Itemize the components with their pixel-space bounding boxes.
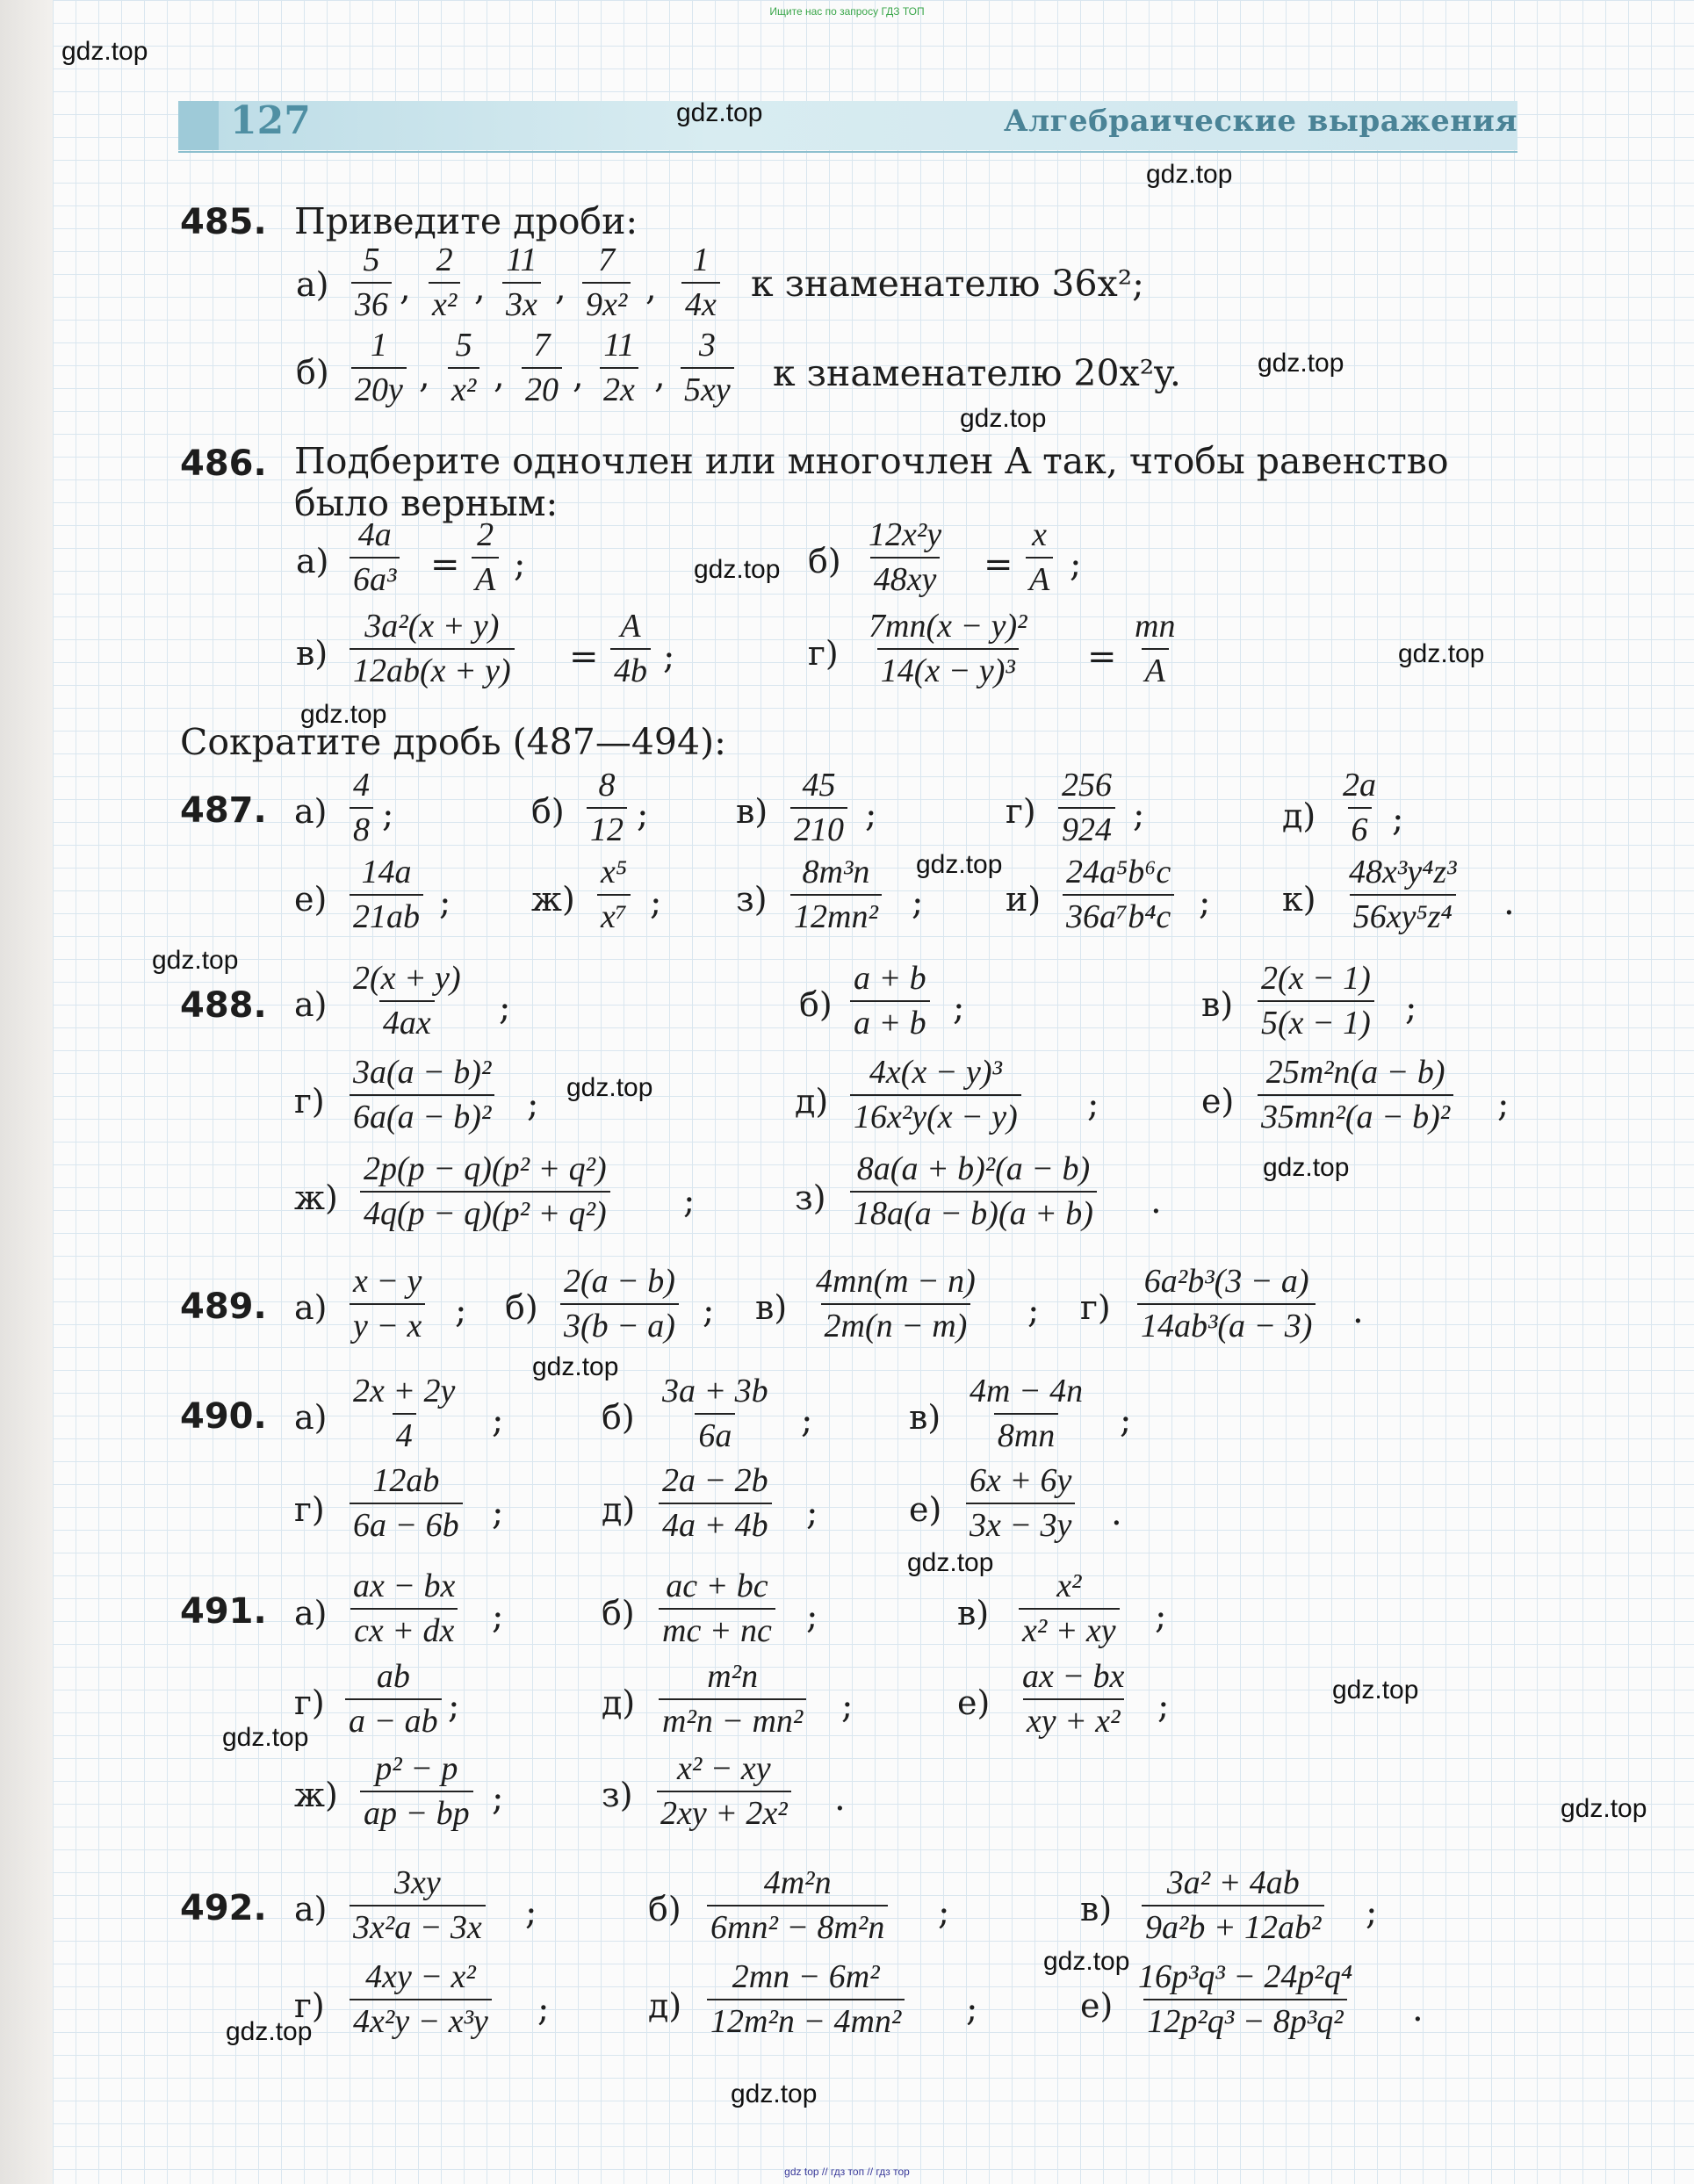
fraction: $\frac{\text{p² − p}}{ap - bp}$ — [360, 1750, 473, 1832]
watermark: gdz.top — [152, 946, 239, 975]
fraction: $\frac{256}{924}$ — [1058, 767, 1115, 848]
page-edge-shadow — [0, 0, 53, 2184]
item-label: г) — [1006, 792, 1036, 831]
item-label: е) — [1080, 1986, 1114, 2025]
header-square — [178, 101, 219, 150]
fraction: $\frac{5}{36}$ — [351, 241, 392, 323]
fraction: $\frac{\text{2p(p − q)(p² + q²)}}{\text{4q(p − q)(p² + q²)}}$ — [360, 1150, 610, 1232]
item-label: ж) — [294, 1178, 338, 1217]
watermark: gdz.top — [226, 2017, 313, 2046]
item-label: в) — [755, 1288, 788, 1327]
fraction: $\frac{4mn(m - n)}{2m(n - m)}$ — [816, 1263, 976, 1344]
item-label: а) — [294, 792, 328, 831]
fraction: $\frac{12ab}{6a - 6b}$ — [350, 1462, 463, 1544]
fraction: $\frac{3xy}{\text{3x²a − 3x}}$ — [350, 1864, 486, 1946]
watermark: gdz.top — [1258, 349, 1344, 378]
item-label: б) — [505, 1288, 538, 1327]
top-note: Ищите нас по запросу ГДЗ ТОП — [769, 5, 925, 18]
fraction: $\frac{x - y}{y - x}$ — [350, 1263, 425, 1344]
item-label: и) — [1006, 880, 1042, 919]
watermark: gdz.top — [532, 1352, 619, 1381]
item-label: б) — [531, 792, 565, 831]
fraction: $\frac{\text{24a⁵b⁶c}}{\text{36a⁷b⁴c}}$ — [1063, 854, 1174, 935]
item-label: в) — [957, 1594, 990, 1633]
watermark: gdz.top — [694, 555, 781, 584]
exercise-485-text: Приведите дроби: — [294, 200, 638, 242]
exercise-486-line1: Подберите одночлен или многочлен A так, чтобы равенство — [294, 440, 1449, 482]
item-label: е) — [294, 880, 328, 919]
chapter-title: Алгебраические выражения — [1004, 104, 1517, 139]
fraction: $\frac{2(a - b)}{3(b - a)}$ — [560, 1263, 679, 1344]
fraction: $\frac{4a}{\text{6a³}}$ — [350, 516, 400, 598]
item-label: е) — [957, 1683, 991, 1722]
watermark: gdz.top — [1263, 1153, 1350, 1182]
item-label: ж) — [294, 1776, 338, 1814]
item-label: в) — [1201, 985, 1234, 1024]
exercise-number-486: 486. — [180, 443, 267, 484]
item-label: в) — [1080, 1890, 1113, 1928]
fraction: $\frac{6x + 6y}{3x - 3y}$ — [966, 1462, 1075, 1544]
fraction: $\frac{2(x - 1)}{5(x - 1)}$ — [1258, 960, 1374, 1042]
exercise-number-490: 490. — [180, 1396, 267, 1437]
fraction: $\frac{2x + 2y}{4}$ — [353, 1373, 456, 1454]
fraction: $\frac{mn}{A}$ — [1135, 608, 1176, 689]
fraction: $\frac{11}{2x}$ — [600, 327, 638, 408]
item-label: а) — [294, 1890, 328, 1928]
fraction: $\frac{5}{\text{x²}}$ — [448, 327, 479, 408]
fraction: $\frac{\text{12x²y}}{48xy}$ — [869, 516, 942, 598]
fraction: $\frac{4m - 4n}{8mn}$ — [970, 1373, 1084, 1454]
fraction: $\frac{A}{4b}$ — [610, 608, 651, 689]
exercise-486-line2: было верным: — [294, 482, 559, 524]
fraction: $\frac{ab}{a - ab}$ — [345, 1658, 442, 1740]
fraction: $\frac{\text{48x³y⁴z³}}{\text{56xy⁵z⁴}}$ — [1349, 854, 1457, 935]
fraction: $\frac{7}{\text{9x²}}$ — [582, 241, 631, 323]
item-label: к) — [1282, 880, 1316, 919]
item-label: д) — [1282, 796, 1316, 835]
fraction: $\frac{\text{7mn(x − y)²}}{\text{14(x − y)³}}$ — [869, 608, 1027, 689]
item-label: д) — [602, 1490, 636, 1529]
header-rule — [178, 151, 1517, 153]
item-label: а) — [294, 985, 328, 1024]
watermark: gdz.top — [1332, 1676, 1419, 1705]
item-label: а) — [294, 1594, 328, 1633]
fraction: $\frac{2a}{6}$ — [1343, 767, 1376, 848]
fraction: $\frac{7}{20}$ — [522, 327, 562, 408]
item-label: з) — [736, 880, 768, 919]
fraction: $\frac{\text{8a(a + b)²(a − b)}}{18a(a - b)(a + b)}$ — [850, 1150, 1097, 1232]
item-label: б) — [296, 353, 329, 392]
fraction: $\frac{11}{3x}$ — [502, 241, 541, 323]
exercise-485-b-tail: к знаменателю 20x²y. — [773, 352, 1181, 394]
watermark: gdz.top — [676, 98, 763, 127]
item-label: г) — [294, 1986, 325, 2025]
item-label: б) — [799, 985, 833, 1024]
fraction: $\frac{\text{x² − xy}}{\text{2xy + 2x²}}$ — [657, 1750, 791, 1832]
fraction: $\frac{2(x + y)}{4ax}$ — [353, 960, 461, 1042]
item-label: г) — [294, 1082, 325, 1121]
bottom-note: gdz top // гдз топ // гдз тор — [784, 2166, 910, 2178]
watermark: gdz.top — [300, 700, 387, 729]
item-label: г) — [294, 1683, 325, 1722]
watermark: gdz.top — [61, 37, 148, 66]
fraction: $\frac{2a - 2b}{4a + 4b}$ — [659, 1462, 772, 1544]
fraction: $\frac{ax - bx}{cx + dx}$ — [350, 1568, 458, 1649]
fraction: $\frac{\text{8m³n}}{\text{12mn²}}$ — [790, 854, 882, 935]
exercise-number-487: 487. — [180, 790, 267, 831]
fraction: $\frac{3}{5xy}$ — [681, 327, 734, 408]
item-label: в) — [909, 1398, 941, 1437]
fraction: $\frac{3a + 3b}{6a}$ — [662, 1373, 768, 1454]
fraction: $\frac{\text{x²}}{\text{x² + xy}}$ — [1019, 1568, 1120, 1649]
fraction: $\frac{\text{4m²n}}{\text{6mn² − 8m²n}}$ — [707, 1864, 888, 1946]
exercise-number-491: 491. — [180, 1591, 267, 1632]
fraction: $\frac{\text{16p³q³ − 24p²q⁴}}{\text{12p²q³ − 8p³q²}}$ — [1138, 1958, 1353, 2040]
fraction: $\frac{\text{m²n}}{\text{m²n − mn²}}$ — [659, 1658, 806, 1740]
item-label: д) — [795, 1082, 829, 1121]
watermark: gdz.top — [916, 850, 1003, 879]
fraction: $\frac{14a}{21ab}$ — [350, 854, 423, 935]
item-label: в) — [736, 792, 768, 831]
item-label: б) — [648, 1890, 681, 1928]
fraction: $\frac{\text{6a²b³(3 − a)}}{\text{14ab³(a − 3)}}$ — [1137, 1263, 1316, 1344]
fraction: $\frac{1}{4x}$ — [681, 241, 720, 323]
fraction: $\frac{\text{4xy − x²}}{\text{4x²y − x³y}}$ — [350, 1958, 492, 2040]
exercise-number-492: 492. — [180, 1888, 267, 1928]
fraction: $\frac{1}{20y}$ — [351, 327, 407, 408]
watermark: gdz.top — [566, 1073, 653, 1102]
fraction: $\frac{\text{4x(x − y)³}}{\text{16x²y(x − y)}}$ — [850, 1054, 1021, 1135]
fraction: $\frac{2}{\text{x²}}$ — [429, 241, 460, 323]
fraction: $\frac{45}{210}$ — [790, 767, 847, 848]
item-label: г) — [1080, 1288, 1111, 1327]
exercise-number-488: 488. — [180, 985, 267, 1026]
item-label: б) — [602, 1398, 635, 1437]
item-label: д) — [648, 1986, 682, 2025]
watermark: gdz.top — [1043, 1947, 1130, 1976]
fraction: $\frac{ax - bx}{\text{xy + x²}}$ — [1022, 1658, 1125, 1740]
watermark: gdz.top — [1146, 160, 1233, 189]
watermark: gdz.top — [960, 404, 1047, 433]
watermark: gdz.top — [731, 2079, 818, 2108]
item-label: а) — [296, 265, 329, 304]
item-label: з) — [795, 1178, 826, 1217]
item-label: ж) — [531, 880, 575, 919]
fraction: $\frac{\text{x⁵}}{\text{x⁷}}$ — [597, 854, 631, 935]
fraction: $\frac{2}{A}$ — [472, 516, 499, 598]
fraction: $\frac{\text{25m²n(a − b)}}{\text{35mn²(a − b)²}}$ — [1258, 1054, 1453, 1135]
exercise-number-485: 485. — [180, 202, 267, 242]
page-number: 127 — [230, 98, 311, 143]
item-label: г) — [808, 634, 839, 673]
fraction: $\frac{a + b}{a + b}$ — [850, 960, 930, 1042]
fraction: $\frac{x}{A}$ — [1026, 516, 1053, 598]
fraction: $\frac{8}{12}$ — [587, 767, 627, 848]
item-label: б) — [602, 1594, 635, 1633]
fraction: $\frac{\text{3a(a − b)²}}{\text{6a(a − b)²}}$ — [350, 1054, 494, 1135]
item-label: в) — [296, 634, 328, 673]
fraction: $\frac{\text{2mn − 6m²}}{\text{12m²n − 4mn²}}$ — [707, 1958, 905, 2040]
watermark: gdz.top — [907, 1548, 994, 1577]
fraction: $\frac{\text{3a²(x + y)}}{12ab(x + y)}$ — [350, 608, 515, 689]
section-title: Сократите дробь (487—494): — [180, 721, 726, 763]
fraction: $\frac{\text{3a² + 4ab}}{\text{9a²b + 12ab²}}$ — [1142, 1864, 1324, 1946]
item-label: з) — [602, 1776, 633, 1814]
item-label: д) — [602, 1683, 636, 1722]
item-label: е) — [909, 1490, 942, 1529]
watermark: gdz.top — [1398, 639, 1485, 668]
item-label: а) — [294, 1398, 328, 1437]
watermark: gdz.top — [222, 1723, 309, 1752]
fraction: $\frac{ac + bc}{mc + nc}$ — [659, 1568, 775, 1649]
item-label: а) — [296, 542, 329, 580]
exercise-number-489: 489. — [180, 1287, 267, 1327]
fraction: $\frac{4}{8}$ — [350, 767, 373, 848]
item-label: а) — [294, 1288, 328, 1327]
watermark: gdz.top — [1561, 1794, 1647, 1823]
item-label: е) — [1201, 1082, 1235, 1121]
item-label: г) — [294, 1490, 325, 1529]
exercise-485-a-tail: к знаменателю 36x²; — [751, 263, 1144, 305]
item-label: б) — [808, 542, 841, 580]
